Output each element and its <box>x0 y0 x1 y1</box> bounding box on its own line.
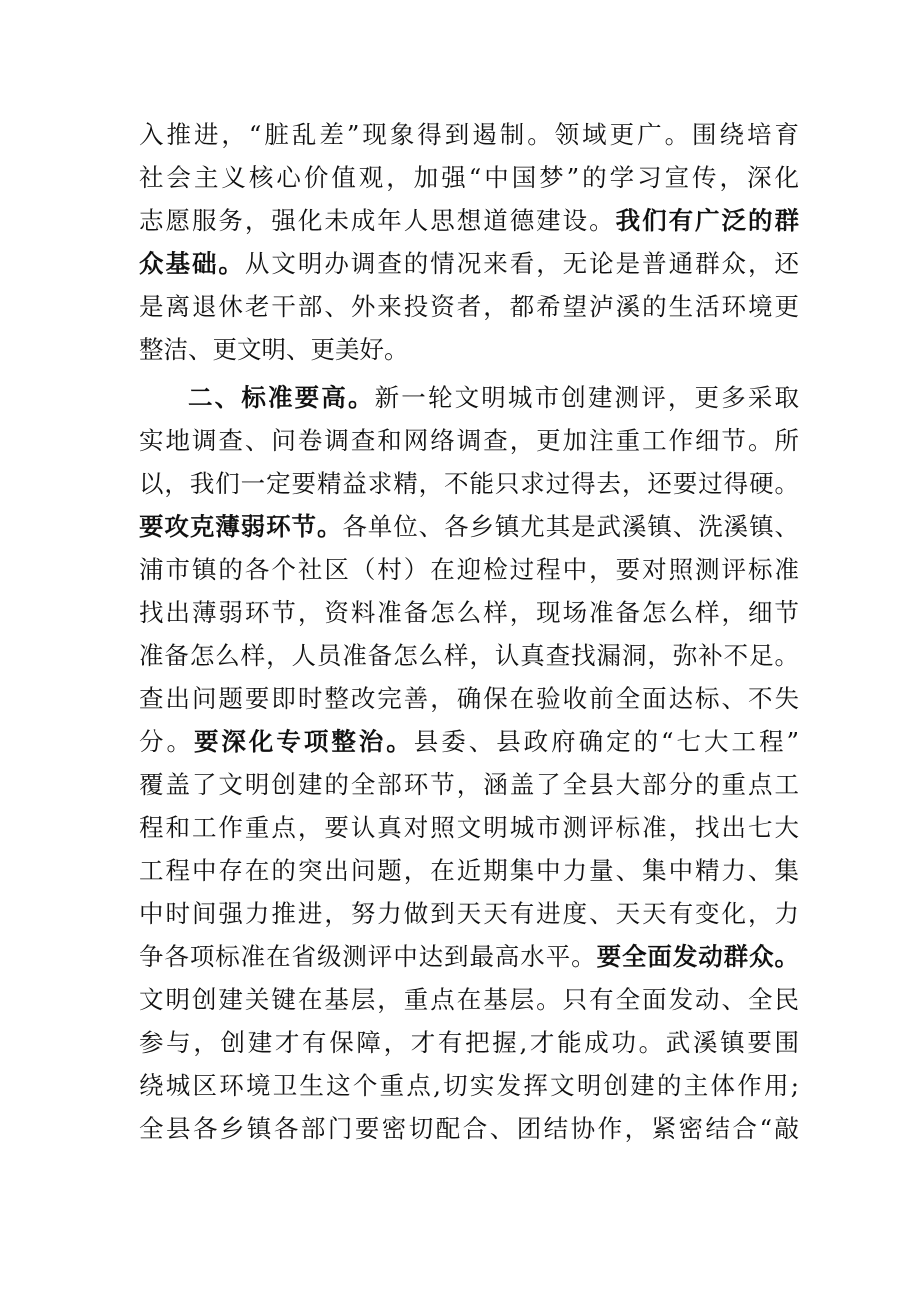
body-text: 社会主义核心价值观，加强“中国梦”的学习宣传，深化 <box>139 163 799 192</box>
text-line <box>139 978 799 1021</box>
text-line <box>139 892 799 935</box>
text-line <box>139 849 799 892</box>
text-line <box>139 1107 799 1150</box>
bold-heading-text: 二、标准要高。 <box>188 383 375 412</box>
text-line <box>139 548 799 591</box>
text-line <box>139 591 799 634</box>
body-text: 工程中存在的突出问题，在近期集中力量、集中精力、集 <box>139 856 799 885</box>
text-line <box>139 156 799 199</box>
body-text: 从文明办调查的情况来看，无论是普通群众，还 <box>244 249 800 278</box>
text-line <box>139 634 799 677</box>
text-line <box>139 1021 799 1064</box>
text-line <box>139 806 799 849</box>
body-text: 志愿服务，强化未成年人思想道德建设。 <box>139 206 616 235</box>
body-text: 争各项标准在省级测评中达到最高水平。 <box>139 942 597 971</box>
body-text: 准备怎么样，人员准备怎么样，认真查找漏洞，弥补不足。 <box>139 641 799 670</box>
body-text: 参与，创建才有保障，才有把握,才能成功。武溪镇要围 <box>139 1028 799 1057</box>
bold-heading-text: 我们有广泛的群 <box>615 206 799 235</box>
body-text: 是离退休老干部、外来投资者，都希望泸溪的生活环境更 <box>139 292 799 321</box>
text-line <box>139 376 799 419</box>
body-text: 找出薄弱环节，资料准备怎么样，现场准备怎么样，细节 <box>139 598 799 627</box>
text-line <box>139 720 799 763</box>
text-line <box>139 199 799 242</box>
text-line <box>139 677 799 720</box>
body-text: 实地调查、问卷调查和网络调查，更加注重工作细节。所 <box>139 426 799 455</box>
body-text: 整洁、更文明、更美好。 <box>139 335 409 364</box>
text-line <box>139 242 799 285</box>
body-text: 浦市镇的各个社区（村）在迎检过程中，要对照测评标准 <box>139 555 799 584</box>
body-text: 覆盖了文明创建的全部环节，涵盖了全县大部分的重点工 <box>139 770 799 799</box>
bold-heading-text: 要深化专项整治。 <box>193 727 414 756</box>
body-text: 查出问题要即时整改完善，确保在验收前全面达标、不失 <box>139 684 799 713</box>
text-line <box>139 419 799 462</box>
body-text: 程和工作重点，要认真对照文明城市测评标准，找出七大 <box>139 813 799 842</box>
document-body <box>139 113 799 1150</box>
text-line <box>139 763 799 806</box>
bold-heading-text: 众基础。 <box>139 249 245 278</box>
text-line <box>139 285 799 328</box>
body-text: 新一轮文明城市创建测评，更多采取 <box>374 383 800 412</box>
bold-heading-text: 要全面发动群众。 <box>596 942 800 971</box>
body-text: 入推进，“脏乱差”现象得到遏制。领域更广。围绕培育 <box>139 120 799 149</box>
body-text: 县委、县政府确定的“七大工程” <box>413 727 799 756</box>
text-line <box>139 462 799 505</box>
text-line <box>139 1064 799 1107</box>
text-line <box>139 505 799 548</box>
body-text: 全县各乡镇各部门要密切配合、团结协作，紧密结合“敲 <box>139 1114 799 1143</box>
body-text: 各单位、各乡镇尤其是武溪镇、洗溪镇、 <box>342 512 799 541</box>
body-text: 以，我们一定要精益求精，不能只求过得去，还要过得硬。 <box>139 469 799 498</box>
bold-heading-text: 要攻克薄弱环节。 <box>139 512 343 541</box>
text-line <box>139 113 799 156</box>
body-text: 文明创建关键在基层，重点在基层。只有全面发动、全民 <box>139 985 799 1014</box>
body-text: 中时间强力推进，努力做到天天有进度、天天有变化，力 <box>139 899 799 928</box>
body-text: 绕城区环境卫生这个重点,切实发挥文明创建的主体作用; <box>139 1071 799 1100</box>
body-text: 分。 <box>139 727 194 756</box>
text-line <box>139 935 799 978</box>
text-line <box>139 328 799 371</box>
